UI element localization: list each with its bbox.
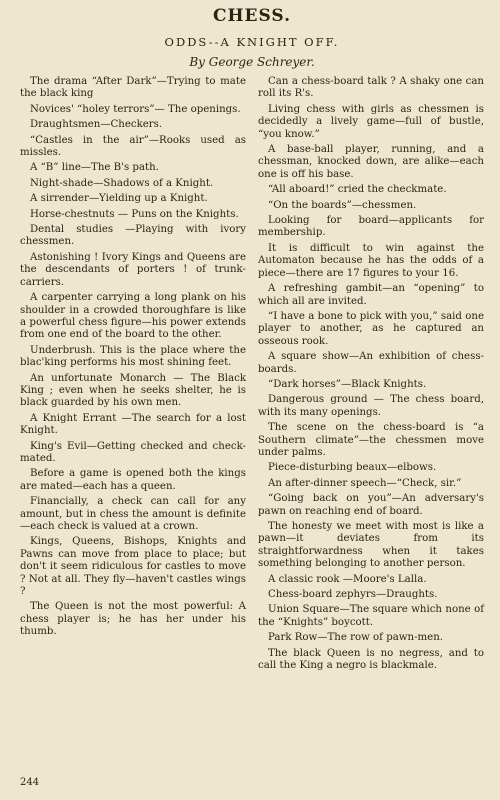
paragraph: Park Row—The row of pawn-men. [268,632,443,644]
paragraph: “Dark horses”—Black Knights. [268,378,427,390]
paragraph: Draughtsmen—Checkers. [30,119,163,131]
paragraph: “All aboard!” cried the checkmate. [268,184,447,196]
paragraph: Dangerous ground — The chess board, with its many openings. [258,394,484,418]
paragraph: A classic rook —Moore's Lalla. [268,573,427,585]
paragraph: Dental studies —Playing with ivory chessmen. [20,224,246,248]
page-number: 244 [20,777,40,788]
paragraph: “Castles in the air”—Rooks used as missles. [20,134,246,159]
paragraph: Union Square—The square which none of the “Knights” boycott. [258,604,484,628]
paragraph: The black Queen is no negress, and to call the King a negro is blackmale. [258,647,484,672]
page-title: CHESS. [212,6,292,26]
article-subtitle: ODDS--A KNIGHT OFF. [164,35,340,49]
paragraph: Financially, a check can call for any amount, but in chess the amount is definite—each check is valued at a crown. [20,496,246,532]
paragraph: The honesty we meet with most is like a pawn—it deviates from its straightforwardness when it takes something belonging to another person. [258,521,484,570]
paragraph: Looking for board—applicants for membership. [258,215,484,239]
paragraph: An unfortunate Monarch — The Black King ; even when he seeks shelter, he is black guarded by his own men. [20,372,246,409]
paragraph: Horse-chestnuts — Puns on the Knights. [30,208,239,220]
paragraph: Before a game is opened both the kings are mated—each has a queen. [20,468,246,492]
paragraph: “I have a bone to pick with you,” said one player to another, as he captured an osseous rook. [258,310,484,347]
paragraph: Chess-board zephyrs—Draughts. [268,589,438,601]
paragraph: A square show—An exhibition of chess-boards. [258,351,484,375]
paragraph: A “B” line—The B's path. [30,162,159,174]
paragraph: Night-shade—Shadows of a Knight. [30,177,214,189]
paragraph: A Knight Errant —The search for a lost Knight. [20,412,246,437]
paragraph: A sirrender—Yielding up a Knight. [30,193,208,205]
right-column [258,76,484,675]
paragraph: The scene on the chess-board is “a Southern climate”—the chessmen move under palms. [258,422,484,458]
paragraph: “On the boards”—chessmen. [268,199,417,211]
paragraph: Living chess with girls as chessmen is decidedly a lively game—full of bustle, “you know.” [258,103,484,140]
paragraph: It is difficult to win against the Automaton because he has the odds of a piece—there are 17 figures to your 16. [258,242,484,279]
paragraph: Novices' “holey terrors”— The openings. [30,103,241,115]
paragraph: King's Evil—Getting checked and check-mated. [20,440,246,464]
paragraph: Piece-disturbing beaux—elbows. [268,462,437,474]
paragraph: Astonishing ! Ivory Kings and Queens are the descendants of porters ! of trunk-carriers. [20,251,246,288]
paragraph: A refreshing gambit—an “opening” to which all are invited. [258,283,484,307]
paragraph: A carpenter carrying a long plank on his shoulder in a crowded thoroughfare is like a powerful chess figure—his power extends from one end of the board to the other. [20,292,246,341]
paragraph: The Queen is not the most powerful: A chess player is; he has her under his thumb. [20,601,246,638]
paragraph: Kings, Queens, Bishops, Knights and Pawns can move from place to place; but don't it seem ridiculous for castles to move ? Not at all. They fly—haven't castles wings ? [20,536,246,598]
text-columns [20,76,484,675]
paragraph: “Going back on you”—An adversary's pawn on reaching end of board. [258,493,484,517]
left-column [20,76,246,675]
paragraph: A base-ball player, running, and a chessman, knocked down, are alike—each one is off his base. [258,144,484,180]
paragraph: The drama “After Dark”—Trying to mate the black king [20,76,246,100]
paragraph: Can a chess-board talk ? A shaky one can roll its R's. [258,76,484,100]
paragraph: Underbrush. This is the place where the blac'king performs his most shining feet. [20,344,246,369]
paragraph: An after-dinner speech—“Check, sir.” [268,477,462,489]
author-byline: By George Schreyer. [189,55,315,69]
